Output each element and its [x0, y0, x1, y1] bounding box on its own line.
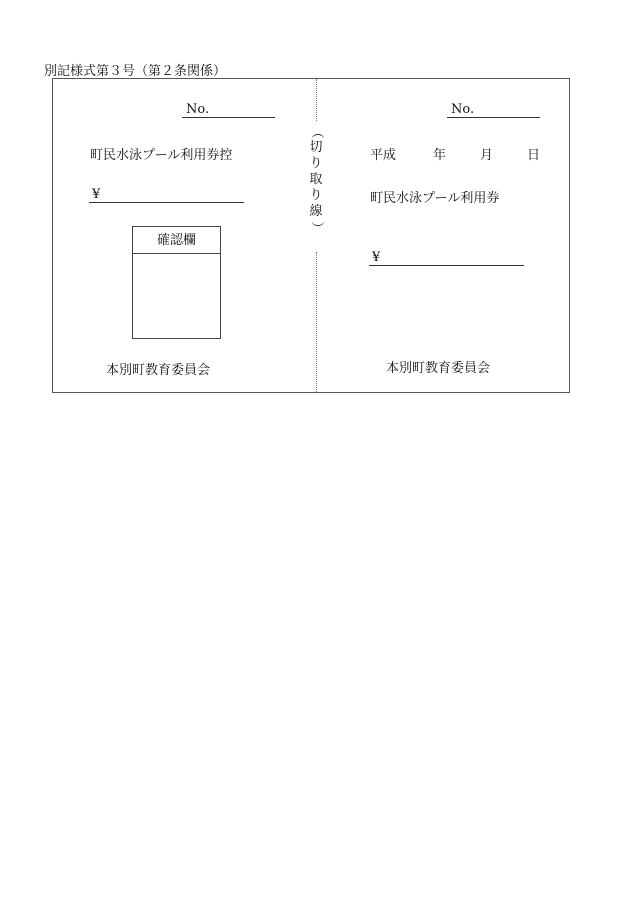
cut-label-char: 切	[309, 140, 323, 155]
ticket-amount-underline	[369, 265, 524, 266]
ticket-yen-symbol: ¥	[372, 250, 381, 265]
ticket-number-label: No.	[451, 102, 475, 117]
ticket-year-label: 年	[433, 148, 447, 163]
ticket-day-label: 日	[527, 148, 541, 163]
ticket-title: 町民水泳プール利用券	[370, 191, 500, 206]
confirm-box	[132, 226, 221, 339]
cut-label-char: り	[309, 188, 323, 203]
confirm-stamp-area	[133, 254, 220, 338]
cut-line-top	[316, 79, 317, 121]
cut-label-char: 取	[309, 172, 323, 187]
form-title: 別記様式第３号（第２条関係）	[44, 64, 227, 79]
cut-line-bottom	[316, 252, 317, 392]
cut-label-char: 線	[309, 204, 323, 219]
cut-label-open-paren: （	[309, 125, 324, 139]
cut-label-char: り	[309, 156, 323, 171]
ticket-issuer: 本別町教育委員会	[386, 361, 491, 376]
stub-yen-symbol: ¥	[92, 187, 101, 202]
stub-amount-underline	[89, 202, 244, 203]
stub-number-underline	[182, 117, 275, 118]
ticket-number-underline	[447, 117, 540, 118]
cut-line-label	[306, 124, 326, 236]
stub-issuer: 本別町教育委員会	[106, 363, 211, 378]
ticket-era: 平成	[370, 148, 397, 163]
confirm-label: 確認欄	[133, 227, 220, 254]
stub-title: 町民水泳プール利用券控	[90, 148, 233, 163]
cut-label-close-paren: ）	[309, 221, 324, 235]
stub-number-label: No.	[186, 102, 210, 117]
ticket-month-label: 月	[480, 148, 494, 163]
